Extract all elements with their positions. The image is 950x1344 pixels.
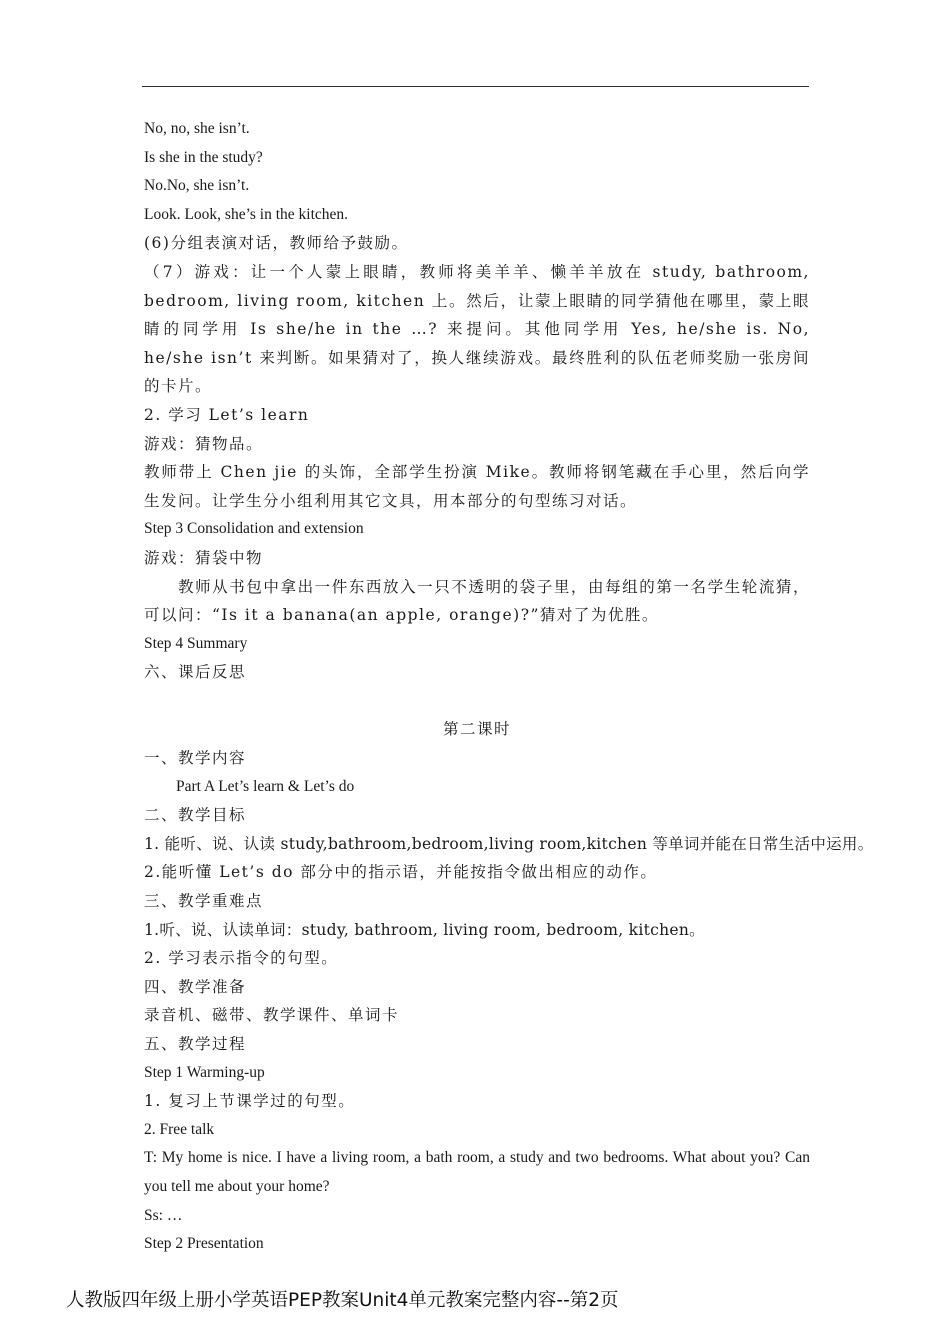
lesson-content: Part A Let’s learn & Let’s do xyxy=(176,777,355,795)
section-heading: 三、教学重难点 xyxy=(144,892,264,911)
game-paragraph: 教师带上 Chen jie 的头饰，全部学生扮演 Mike。教师将钢笔藏在手心里，然后向学生发问。让学生分小组利用其它文具，用本部分的句型练习对话。 xyxy=(144,463,810,510)
key-point-item: 2. 学习表示指令的句型。 xyxy=(144,949,339,968)
step-item: (6)分组表演对话，教师给予鼓励。 xyxy=(144,234,409,253)
dialogue-line: Ss: … xyxy=(144,1206,183,1224)
key-point-item: 1.听、说、认读单词：study, bathroom, living room, bedroom, kitchen。 xyxy=(144,920,705,939)
objective-item: 1. 能听、说、认读 study,bathroom,bedroom,living room,kitchen 等单词并能在日常生活中运用。 xyxy=(144,834,874,853)
document-body xyxy=(144,115,874,1259)
dialogue-line: No.No, she isn’t. xyxy=(144,177,250,195)
game-title: 游戏：猜袋中物 xyxy=(144,548,264,567)
game-paragraph: 教师从书包中拿出一件东西放入一只不透明的袋子里，由每组的第一名学生轮流猜，可以问：“Is it a banana(an apple, orange)?”猜对了为优胜。 xyxy=(144,577,810,625)
header-rule xyxy=(142,86,809,87)
step-heading: Step 3 Consolidation and extension xyxy=(144,520,364,538)
game-paragraph: （7）游戏：让一个人蒙上眼睛，教师将美羊羊、懒羊羊放在 study, bathroom, bedroom, living room, kitchen 上。然后，让蒙上眼睛的同学猜他在哪里，蒙上眼睛的同学用 Is she/he in the …? 来提问。其他同学用 Yes, he/she is. No, he/she isn’t 来判断。如果猜对了，换人继续游戏。最终胜利的队伍老师奖励一张房间的卡片。 xyxy=(144,262,810,396)
section-heading: 一、教学内容 xyxy=(144,749,247,768)
section-heading: 四、教学准备 xyxy=(144,977,247,996)
step-heading: Step 4 Summary xyxy=(144,634,248,652)
dialogue-line: No, no, she isn’t. xyxy=(144,120,250,137)
lesson-title: 第二课时 xyxy=(442,720,511,739)
step-item: 1. 复习上节课学过的句型。 xyxy=(144,1092,356,1111)
dialogue-paragraph: T: My home is nice. I have a living room, a bath room, a study and two bedrooms. What about you? Can you tell me about your home? xyxy=(144,1149,810,1195)
section-heading: 六、课后反思 xyxy=(144,663,247,682)
section-heading: 五、教学过程 xyxy=(144,1035,247,1053)
step-item: 2. Free talk xyxy=(144,1120,215,1138)
objective-item: 2.能听懂 Let’s do 部分中的指示语，并能按指令做出相应的动作。 xyxy=(144,863,658,882)
step-item: 2. 学习 Let’s learn xyxy=(144,405,310,424)
materials-list: 录音机、磁带、教学课件、单词卡 xyxy=(144,1006,400,1025)
dialogue-line: Is she in the study? xyxy=(144,148,263,166)
page-footer: 人教版四年级上册小学英语PEP教案Unit4单元教案完整内容--第2页 xyxy=(66,1290,619,1311)
game-title: 游戏：猜物品。 xyxy=(144,434,264,453)
step-heading: Step 2 Presentation xyxy=(144,1235,264,1253)
section-heading: 二、教学目标 xyxy=(144,806,247,825)
step-heading: Step 1 Warming-up xyxy=(144,1063,265,1081)
dialogue-line: Look. Look, she’s in the kitchen. xyxy=(144,205,349,223)
